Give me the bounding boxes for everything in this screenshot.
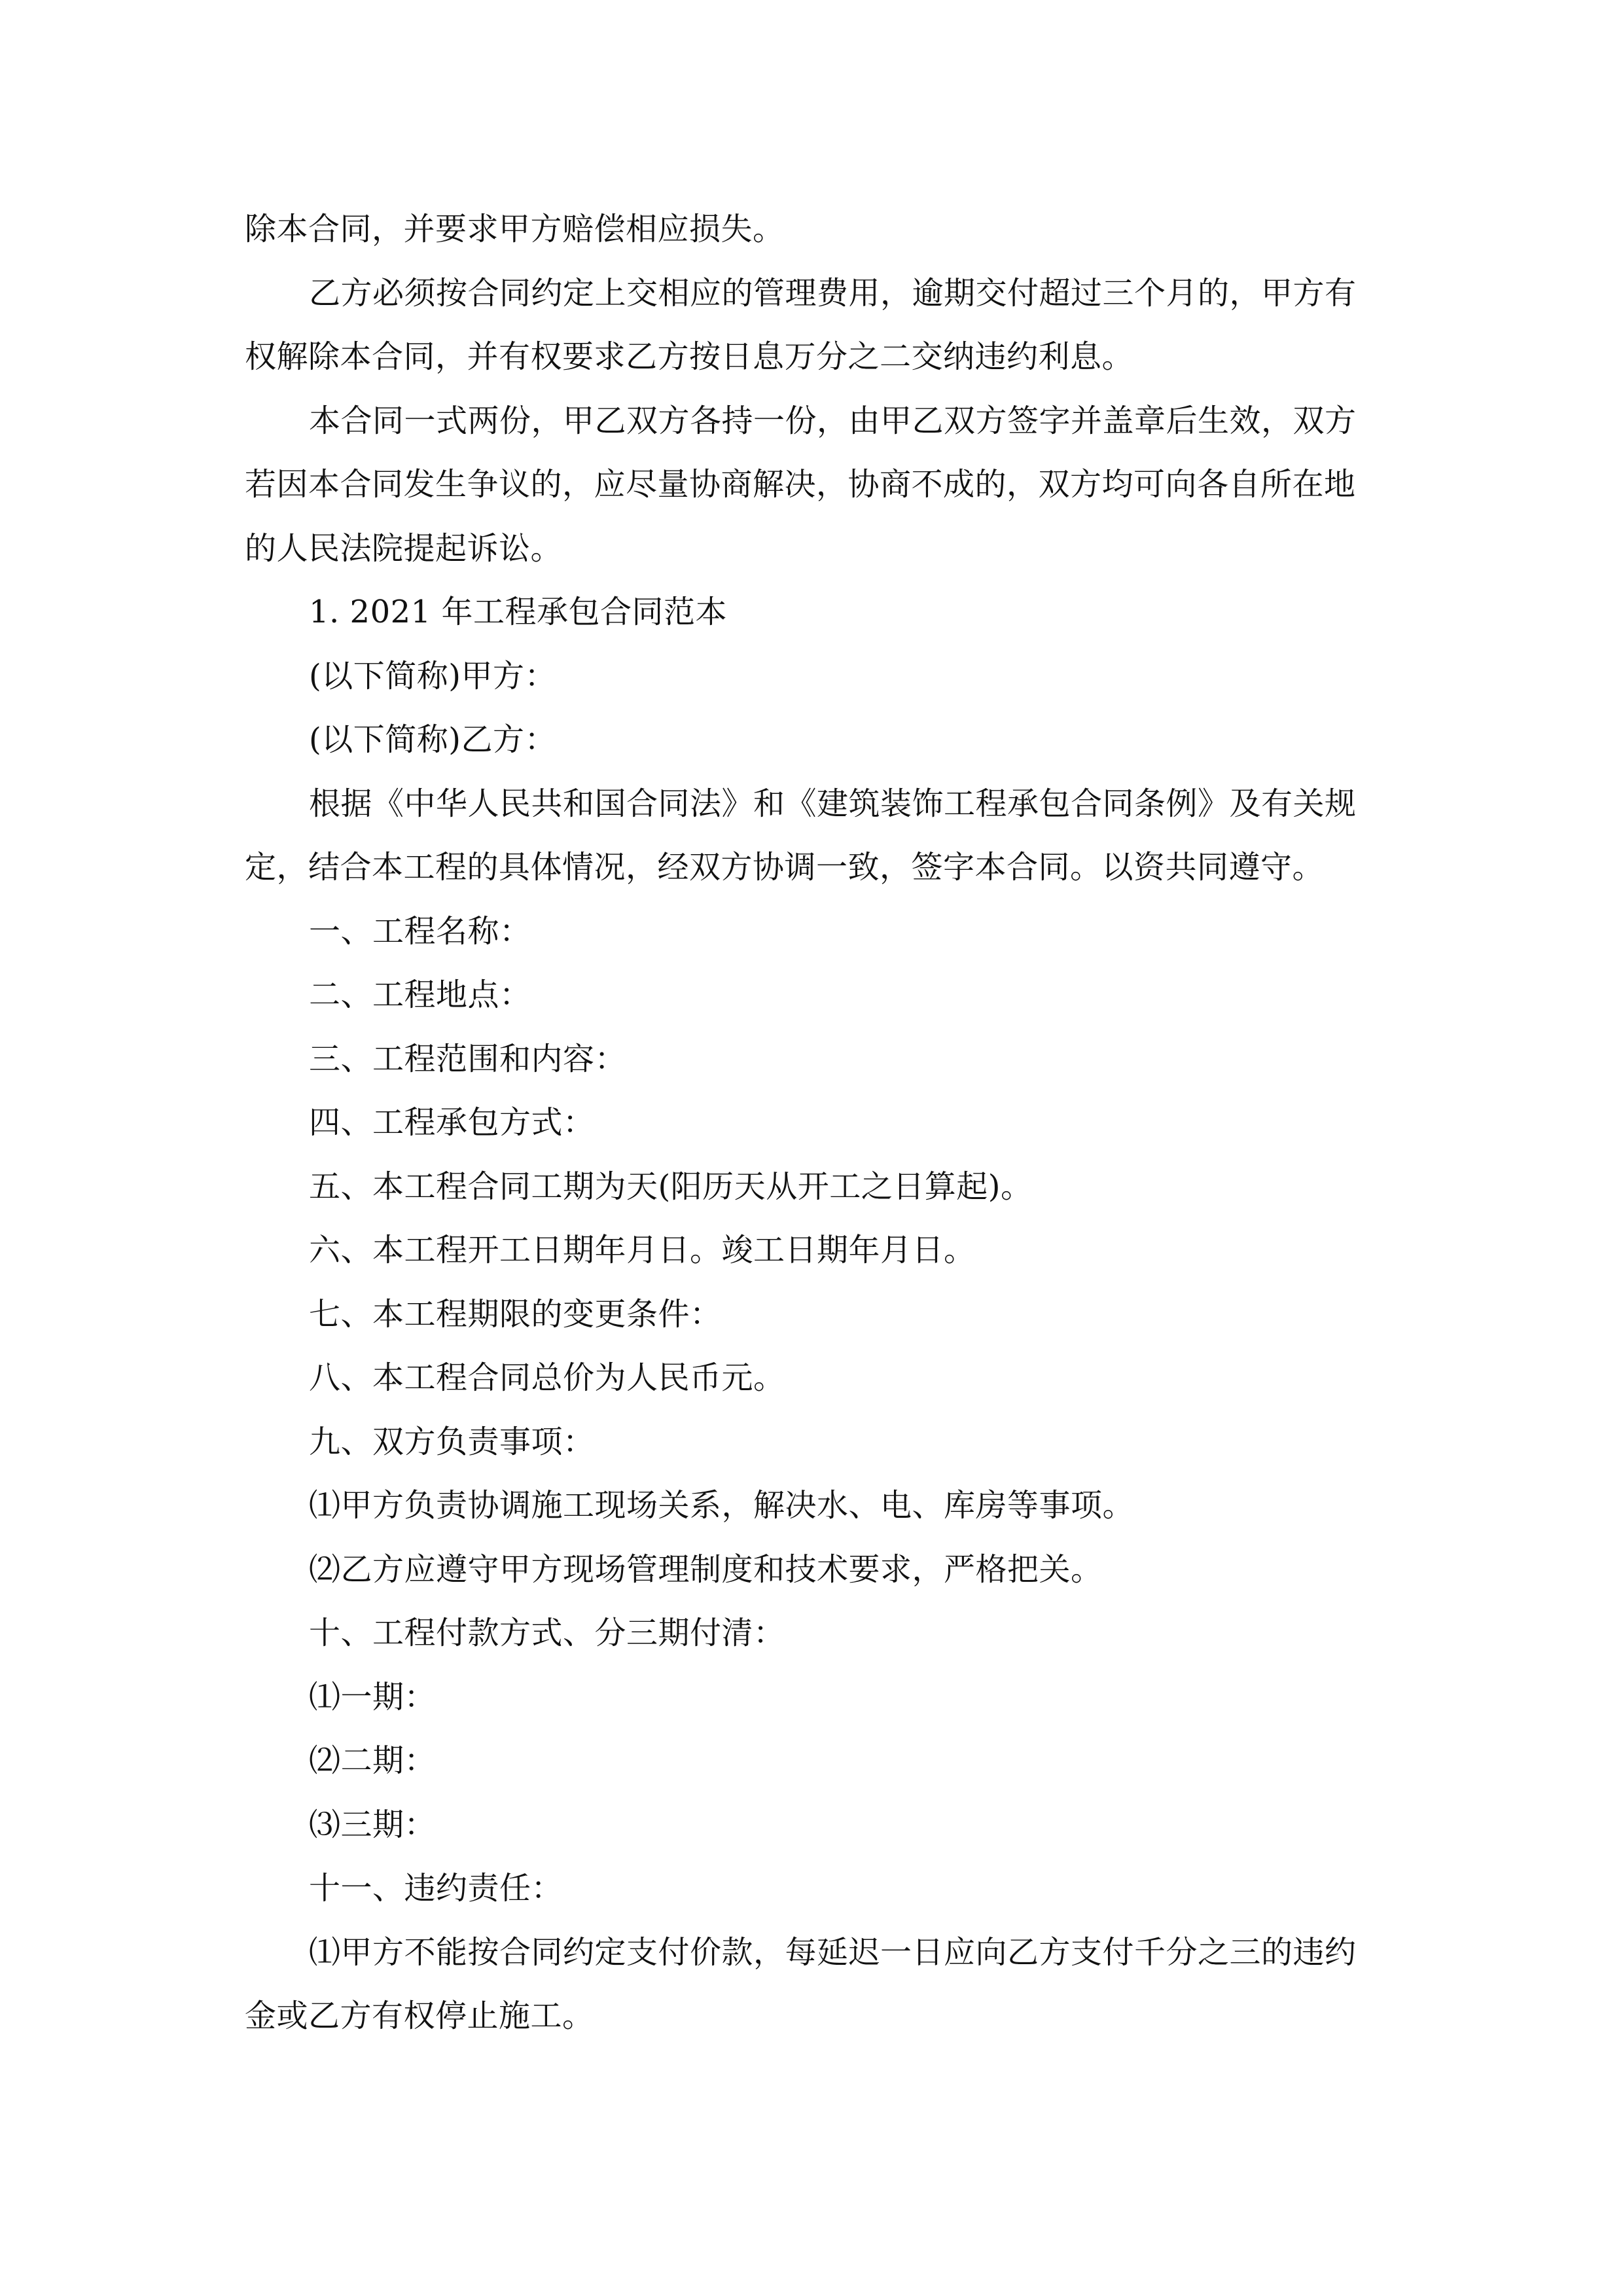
clause-item: 三、工程范围和内容： [309,1040,627,1077]
sub-clause-item: ⑵二期： [309,1742,437,1779]
paragraph: 本合同一式两份，甲乙双方各持一份，由甲乙双方签字并盖章后生效，双方若因本合同发生争议的，应尽量协商解决，协商不成的，双方均可向各自所在地的人民法院提起诉讼。 [245,402,1357,567]
document-body [245,198,1381,2049]
paragraph: 根据《中华人民共和国合同法》和《建筑装饰工程承包合同条例》及有关规定，结合本工程的具体情况，经双方协调一致，签字本合同。以资共同遵守。 [245,785,1357,886]
clause-item: 七、本工程期限的变更条件： [309,1295,722,1333]
clause-item: 十一、违约责任： [309,1870,563,1907]
party-b-line: (以下简称)乙方： [309,721,556,758]
paragraph: 乙方必须按合同约定上交相应的管理费用，逾期交付超过三个月的，甲方有权解除本合同，并有权要求乙方按日息万分之二交纳违约利息。 [245,274,1357,375]
clause-item: 十、工程付款方式、分三期付清： [309,1615,785,1651]
sub-clause-item: ⑴甲方负责协调施工现场关系，解决水、电、库房等事项。 [309,1487,1135,1524]
clause-item: 九、双方负责事项： [309,1423,595,1460]
clause-item: 八、本工程合同总价为人民币元。 [309,1359,785,1396]
section-heading: 1. 2021 年工程承包合同范本 [309,594,727,630]
clause-item: 二、工程地点： [309,977,531,1013]
clause-item: 五、本工程合同工期为天(阳历天从开工之日算起)。 [309,1168,1033,1205]
sub-clause-item: ⑴一期： [309,1678,437,1715]
sub-clause-item: ⑶三期： [309,1806,437,1843]
party-a-line: (以下简称)甲方： [309,657,556,694]
sub-clause-item: ⑵乙方应遵守甲方现场管理制度和技术要求，严格把关。 [309,1551,1103,1588]
clause-item: 一、工程名称： [309,912,531,950]
clause-item: 四、工程承包方式： [309,1104,595,1141]
clause-item: 六、本工程开工日期年月日。竣工日期年月日。 [309,1232,976,1268]
paragraph: 除本合同，并要求甲方赔偿相应损失。 [245,211,785,247]
sub-clause-item: ⑴甲方不能按合同约定支付价款，每延迟一日应向乙方支付千分之三的违约金或乙方有权停止施工。 [245,1933,1357,2034]
